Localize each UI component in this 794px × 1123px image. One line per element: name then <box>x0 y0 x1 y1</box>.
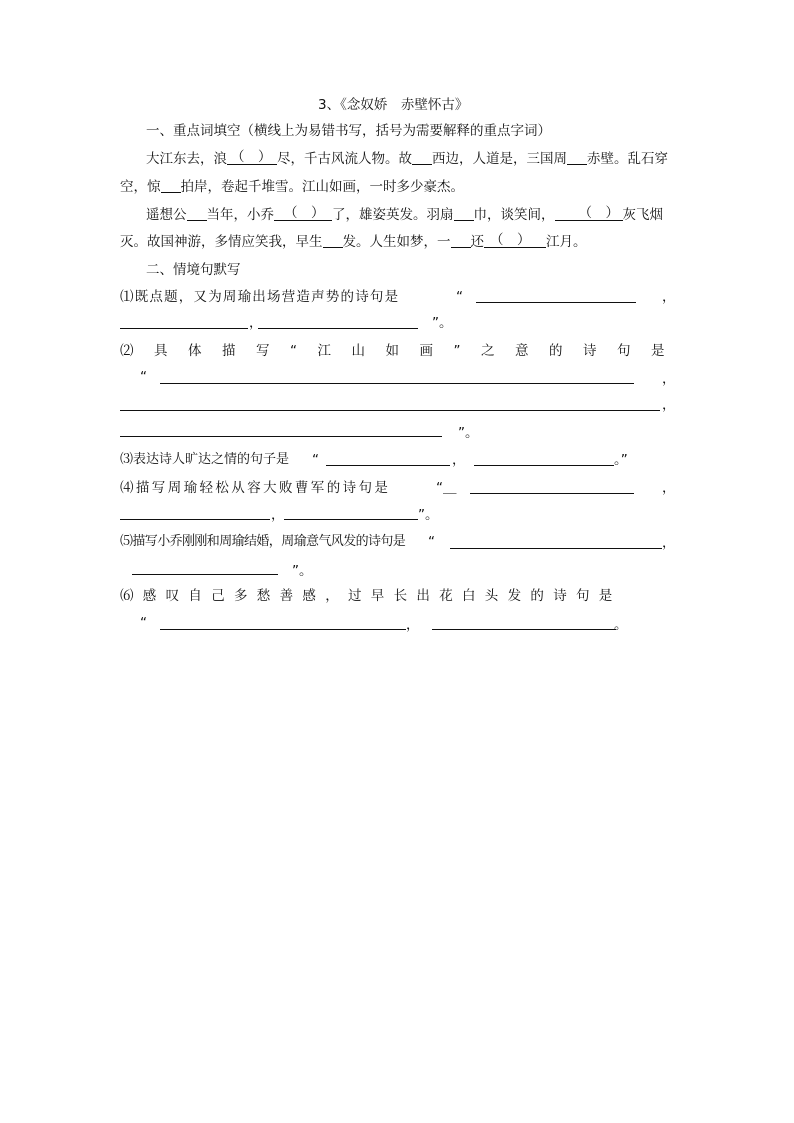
q5-prompt: ⑸描写小乔刚刚和周瑜结婚，周瑜意气风发的诗句是 <box>120 534 406 549</box>
text: 还 <box>470 234 484 250</box>
paren: （ ） <box>284 205 325 221</box>
paren: （ ） <box>490 232 531 248</box>
q1-blank-1[interactable] <box>476 288 636 303</box>
fill-line-3 <box>146 206 663 224</box>
q1-comma-2: ， <box>249 315 263 331</box>
text: 大江东去，浪 <box>146 151 227 167</box>
q4-blank-3[interactable] <box>284 505 418 520</box>
q1-blank-3[interactable] <box>258 314 418 329</box>
q2-open-quote: “ <box>140 369 147 385</box>
q6-blank-2[interactable] <box>432 615 616 630</box>
text: 遥想公 <box>146 207 187 223</box>
q2-blank-3[interactable] <box>120 422 442 437</box>
section-1-heading: 一、重点词填空（横线上为易错书写，括号为需要解释的重点字词） <box>146 123 551 139</box>
q5-open-quote: “ <box>428 534 435 550</box>
blank[interactable] <box>412 150 432 165</box>
text: 灭。故国神游，多情应笑我，早生 <box>120 234 323 250</box>
fill-line-2 <box>120 178 464 196</box>
q5-blank-2[interactable] <box>132 560 278 575</box>
q2-prompt: ⑵具体描写“江山如画”之意的诗句是 <box>120 343 685 359</box>
q3-blank-2[interactable] <box>474 451 614 466</box>
blank[interactable] <box>454 206 474 221</box>
q1-open-quote: “ <box>456 289 463 305</box>
blank[interactable] <box>567 150 587 165</box>
q3-prompt: ⑶表达诗人旷达之情的句子是 <box>120 452 290 467</box>
blank[interactable] <box>555 206 623 221</box>
blank[interactable] <box>187 206 207 221</box>
text: 灰飞烟 <box>622 207 663 223</box>
text: 了，雄姿英发。羽扇 <box>332 207 454 223</box>
text: 赤壁。乱石穿 <box>587 151 668 167</box>
text: 当年，小乔 <box>206 207 274 223</box>
fill-line-1 <box>146 150 668 168</box>
q1-blank-2[interactable] <box>120 314 248 329</box>
text: 西边，人道是，三国周 <box>432 151 567 167</box>
blank[interactable] <box>227 150 277 165</box>
q2-comma: ， <box>662 371 676 387</box>
q6-end: 。 <box>614 617 628 633</box>
q3-end: 。” <box>614 452 628 468</box>
q3-comma: ， <box>452 452 466 468</box>
q2-blank-1[interactable] <box>160 369 634 384</box>
section-2-heading: 二、情境句默写 <box>146 262 241 278</box>
q5-end: ”。 <box>292 563 313 579</box>
text: 空，惊 <box>120 179 161 195</box>
paren: （ ） <box>231 149 272 165</box>
q3-open-quote: “ <box>312 452 319 468</box>
q4-comma: ， <box>662 480 676 496</box>
q2-blank-2[interactable] <box>120 396 660 411</box>
blank[interactable] <box>274 206 332 221</box>
q4-comma-2: ， <box>271 507 285 523</box>
blank[interactable] <box>484 233 546 248</box>
fill-line-4 <box>120 233 587 251</box>
q1-comma: ， <box>662 289 676 305</box>
text: 江月。 <box>546 234 587 250</box>
paren: （ ） <box>578 205 619 221</box>
text: 发。人生如梦，一 <box>342 234 451 250</box>
q6-prompt: ⑹感叹自己多愁善感，过早长出花白头发的诗句是 <box>120 588 622 604</box>
q5-blank-1[interactable] <box>450 534 662 549</box>
blank[interactable] <box>451 233 471 248</box>
q1-prompt: ⑴既点题，又为周瑜出场营造声势的诗句是 <box>120 289 400 305</box>
page-title: 3、《念奴娇 赤壁怀古》 <box>318 97 469 113</box>
q4-blank-2[interactable] <box>120 505 270 520</box>
q4-blank-1[interactable] <box>470 479 634 494</box>
blank[interactable] <box>161 178 181 193</box>
text: 拍岸，卷起千堆雪。江山如画，一时多少豪杰。 <box>180 179 464 195</box>
blank[interactable] <box>323 233 343 248</box>
text: 巾，谈笑间， <box>473 207 555 223</box>
q2-end: ”。 <box>458 425 479 441</box>
text: 尽，千古风流人物。故 <box>277 151 412 167</box>
q6-open-quote: “ <box>140 615 147 631</box>
q6-blank-1[interactable] <box>160 615 406 630</box>
q2-comma-2: ， <box>662 397 676 413</box>
q4-end: ”。 <box>418 507 439 523</box>
q4-prompt: ⑷描写周瑜轻松从容大败曹军的诗句是 <box>120 480 391 496</box>
q5-comma: ， <box>662 535 676 551</box>
q3-blank-1[interactable] <box>326 451 450 466</box>
q1-end: ”。 <box>432 315 453 331</box>
q4-open-quote: “＿ <box>436 480 457 496</box>
q6-comma: ， <box>406 617 420 633</box>
